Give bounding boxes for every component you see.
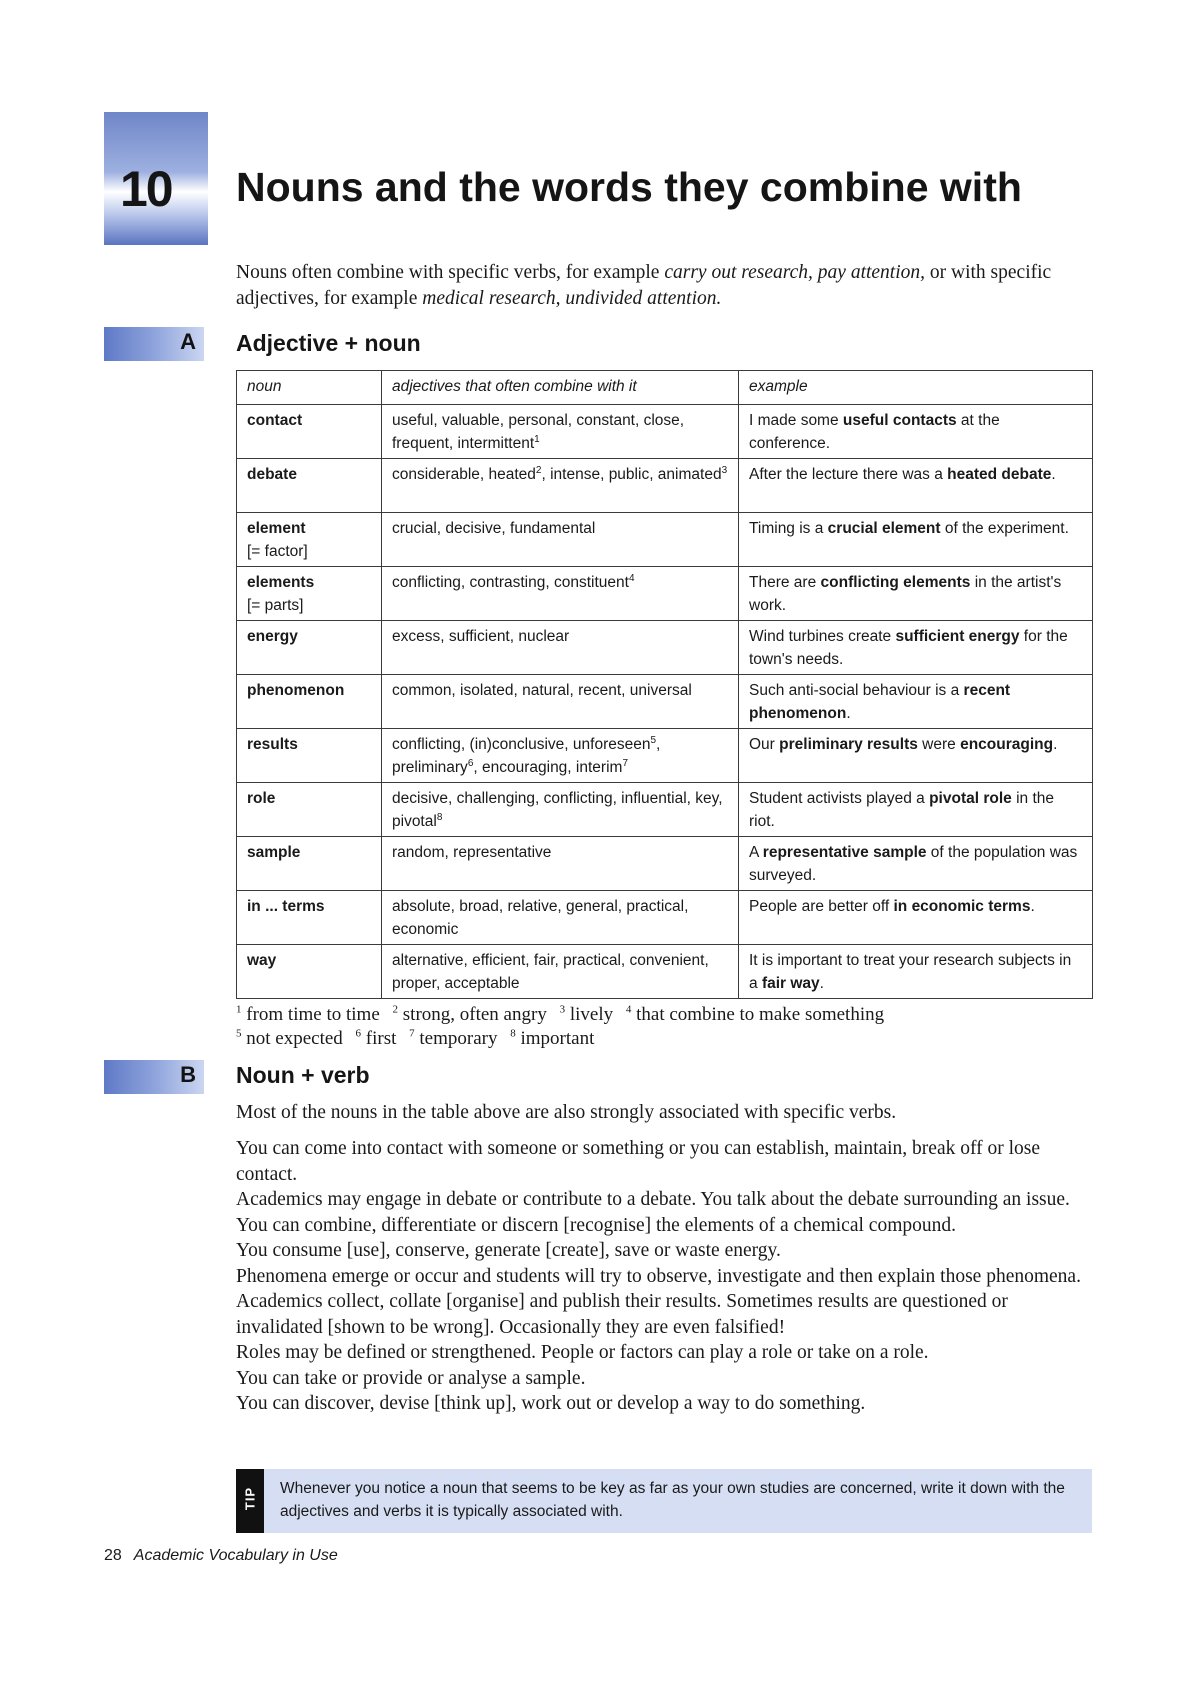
noun-cell: way	[237, 945, 382, 999]
footnote: $^2$ strong, often angry	[392, 1003, 547, 1025]
table-row	[237, 783, 1093, 837]
table-row	[237, 837, 1093, 891]
noun-cell: energy	[237, 621, 382, 675]
adjectives-cell: decisive, challenging, conflicting, influential, key, pivotal$^8$	[382, 783, 739, 837]
table-row	[237, 513, 1093, 567]
section-b-heading: Noun + verb	[236, 1062, 370, 1088]
tip-text: Whenever you notice a noun that seems to be key as far as your own studies are concerned, write it down with the adjectives and verbs it is typically associated with.	[280, 1480, 1065, 1520]
adjectives-cell: common, isolated, natural, recent, universal	[382, 675, 739, 729]
verb-line-phenomena: Phenomena emerge or occur and students will try to observe, investigate and then explain those phenomena.	[236, 1265, 1081, 1287]
section-b-letter: B	[180, 1062, 196, 1087]
page-number: 28	[104, 1547, 122, 1564]
table-row	[237, 567, 1093, 621]
footnote: $^4$ that combine to make something	[625, 1003, 885, 1025]
adjectives-cell: useful, valuable, personal, constant, close, frequent, intermittent$^1$	[382, 405, 739, 459]
noun-cell: role	[237, 783, 382, 837]
adjectives-cell: alternative, efficient, fair, practical, convenient, proper, acceptable	[382, 945, 739, 999]
footnote: $^8$ important	[510, 1027, 595, 1049]
header-example: example	[739, 371, 1093, 405]
footnote: $^1$ from time to time	[236, 1003, 380, 1025]
example-cell: It is important to treat your research subjects in a fair way.	[739, 945, 1093, 999]
example-cell: After the lecture there was a heated debate.	[739, 459, 1093, 513]
noun-cell: element [= factor]	[237, 513, 382, 567]
section-a-heading: Adjective + noun	[236, 330, 421, 356]
footnote: $^3$ lively	[559, 1003, 614, 1025]
adjectives-cell: random, representative	[382, 837, 739, 891]
section-b-body	[236, 1136, 1096, 1417]
table-row	[237, 729, 1093, 783]
example-cell: Our preliminary results were encouraging.	[739, 729, 1093, 783]
adjectives-cell: conflicting, (in)conclusive, unforeseen$^5$, preliminary$^6$, encouraging, interim$^7$	[382, 729, 739, 783]
intro-paragraph: Nouns often combine with specific verbs, for example carry out research, pay attention, or with specific adjectives, for example medical research, undivided attention.	[236, 262, 1052, 309]
verb-line-way: You can discover, devise [think up], work out or develop a way to do something.	[236, 1393, 866, 1414]
unit-number: 10	[120, 161, 172, 217]
verb-line-contact: You can come into contact with someone or something or you can establish, maintain, break off or lose contact.	[236, 1138, 1041, 1185]
example-cell: Student activists played a pivotal role in the riot.	[739, 783, 1093, 837]
adjectives-cell: excess, sufficient, nuclear	[382, 621, 739, 675]
noun-cell: in ... terms	[237, 891, 382, 945]
table-row	[237, 405, 1093, 459]
noun-cell: phenomenon	[237, 675, 382, 729]
example-cell: I made some useful contacts at the conference.	[739, 405, 1093, 459]
noun-cell: debate	[237, 459, 382, 513]
footnotes	[236, 1003, 1096, 1051]
table-row	[237, 621, 1093, 675]
table-row	[237, 945, 1093, 999]
table-row	[237, 459, 1093, 513]
adjectives-cell: considerable, heated$^2$, intense, public, animated$^3$	[382, 459, 739, 513]
verb-line-results: Academics collect, collate [organise] and publish their results. Sometimes results are questioned or invalidated [shown to be wrong]. Occasionally they are even falsified!	[236, 1291, 1008, 1338]
noun-cell: results	[237, 729, 382, 783]
footnote: $^5$ not expected	[236, 1027, 343, 1049]
section-a-letter: A	[180, 329, 196, 354]
verb-line-debate: Academics may engage in debate or contribute to a debate. You talk about the debate surrounding an issue.	[236, 1189, 1070, 1210]
collocation-table	[236, 370, 1093, 999]
table-row	[237, 891, 1093, 945]
verb-line-energy: You consume [use], conserve, generate [create], save or waste energy.	[236, 1240, 781, 1261]
example-cell: People are better off in economic terms.	[739, 891, 1093, 945]
unit-title: Nouns and the words they combine with	[236, 164, 1022, 210]
verb-line-roles: Roles may be defined or strengthened. People or factors can play a role or take on a role.	[236, 1342, 929, 1363]
adjectives-cell: crucial, decisive, fundamental	[382, 513, 739, 567]
section-b-intro: Most of the nouns in the table above are also strongly associated with specific verbs.	[236, 1102, 897, 1123]
header-noun: noun	[237, 371, 382, 405]
example-cell: Timing is a crucial element of the experiment.	[739, 513, 1093, 567]
noun-cell: elements [= parts]	[237, 567, 382, 621]
example-cell: Wind turbines create sufficient energy for the town's needs.	[739, 621, 1093, 675]
verb-line-sample: You can take or provide or analyse a sample.	[236, 1367, 586, 1389]
noun-cell: contact	[237, 405, 382, 459]
tip-box	[236, 1469, 1092, 1533]
tip-label: TIP	[236, 1469, 264, 1533]
adjectives-cell: absolute, broad, relative, general, practical, economic	[382, 891, 739, 945]
section-b-band	[104, 1060, 204, 1094]
example-cell: There are conflicting elements in the artist's work.	[739, 567, 1093, 621]
example-cell: A representative sample of the population was surveyed.	[739, 837, 1093, 891]
adjectives-cell: conflicting, contrasting, constituent$^4$	[382, 567, 739, 621]
book-title: Academic Vocabulary in Use	[133, 1547, 338, 1564]
header-adjectives: adjectives that often combine with it	[382, 371, 739, 405]
table-row	[237, 675, 1093, 729]
example-cell: Such anti-social behaviour is a recent phenomenon.	[739, 675, 1093, 729]
verb-line-elements: You can combine, differentiate or discern [recognise] the elements of a chemical compound.	[236, 1214, 956, 1236]
footnote: $^7$ temporary	[409, 1027, 498, 1049]
footnote: $^6$ first	[355, 1027, 397, 1049]
section-a-band	[104, 327, 204, 361]
table-header-row	[237, 371, 1093, 405]
noun-cell: sample	[237, 837, 382, 891]
page-footer	[104, 1547, 338, 1565]
